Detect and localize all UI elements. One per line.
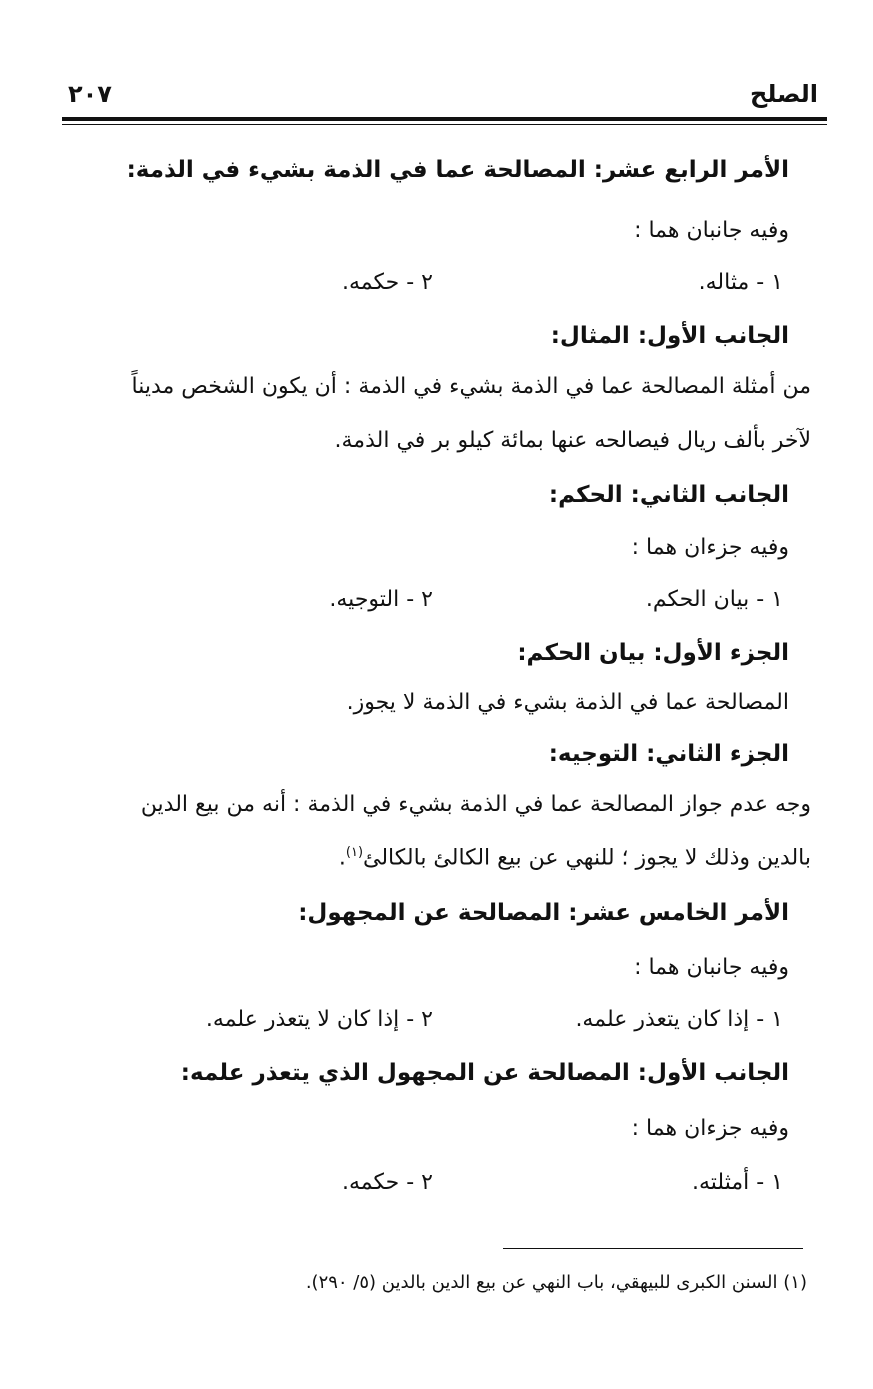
- paragraph-line: لآخر بألف ريال فيصالحه عنها بمائة كيلو بر في الذمة.: [334, 428, 811, 453]
- list-item: ١ - أمثلته.: [692, 1170, 783, 1195]
- paragraph-text: بالدين وذلك لا يجوز ؛ للنهي عن بيع الكالئ بالكالئ: [363, 845, 811, 871]
- list-item: ٢ - التوجيه.: [329, 587, 433, 612]
- header-rule-thin: [62, 124, 827, 125]
- section-heading-15: الأمر الخامس عشر: المصالحة عن المجهول:: [298, 900, 789, 926]
- subsection-heading: الجانب الثاني: الحكم:: [548, 482, 789, 508]
- paragraph-line: [339, 845, 811, 870]
- header-rule-thick: [62, 117, 827, 121]
- footnote: (١) السنن الكبرى للبيهقي، باب النهي عن بيع الدين بالدين (٥/ ٢٩٠).: [305, 1272, 807, 1293]
- intro-line: وفيه جانبان هما :: [634, 955, 789, 980]
- part-heading: الجزء الثاني: التوجيه:: [548, 741, 789, 767]
- paragraph-line: من أمثلة المصالحة عما في الذمة بشيء في الذمة : أن يكون الشخص مديناً: [131, 374, 811, 399]
- paragraph-line: المصالحة عما في الذمة بشيء في الذمة لا يجوز.: [346, 690, 789, 715]
- running-header-title: الصلح: [750, 80, 818, 108]
- footnote-reference: (١): [345, 845, 364, 860]
- intro-line: وفيه جانبان هما :: [634, 218, 789, 243]
- list-item: ٢ - إذا كان لا يتعذر علمه.: [205, 1007, 433, 1032]
- list-item: ١ - بيان الحكم.: [645, 587, 783, 612]
- intro-line: وفيه جزءان هما :: [631, 535, 789, 560]
- footnote-separator: [503, 1248, 803, 1249]
- section-heading-14: الأمر الرابع عشر: المصالحة عما في الذمة بشيء في الذمة:: [126, 157, 789, 183]
- list-item: ١ - إذا كان يتعذر علمه.: [575, 1007, 783, 1032]
- intro-line: وفيه جزءان هما :: [631, 1116, 789, 1141]
- list-item: ٢ - حكمه.: [341, 270, 433, 295]
- paragraph-end: .: [338, 845, 346, 871]
- subsection-heading: الجانب الأول: المصالحة عن المجهول الذي يتعذر علمه:: [180, 1060, 789, 1086]
- page-number: ٢٠٧: [68, 80, 112, 108]
- list-item: ١ - مثاله.: [698, 270, 783, 295]
- list-item: ٢ - حكمه.: [341, 1170, 433, 1195]
- subsection-heading: الجانب الأول: المثال:: [550, 323, 789, 349]
- paragraph-line: وجه عدم جواز المصالحة عما في الذمة بشيء في الذمة : أنه من بيع الدين: [140, 792, 811, 817]
- part-heading: الجزء الأول: بيان الحكم:: [517, 640, 789, 666]
